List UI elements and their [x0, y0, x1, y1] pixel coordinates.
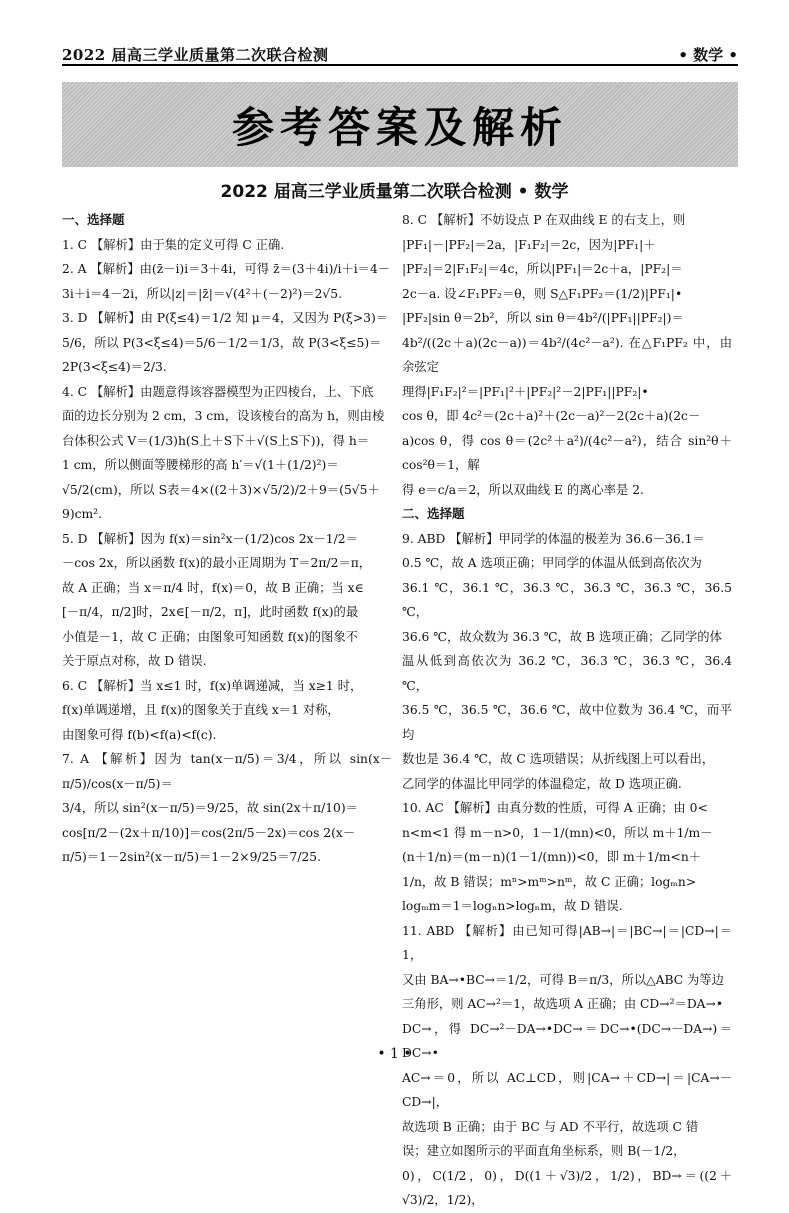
answer-line: |PF₂|＝2|F₁F₂|＝4c，所以|PF₁|＝2c＋a，|PF₂|＝ [402, 262, 683, 276]
answer-line: 36.1 ℃，36.1 ℃，36.3 ℃，36.3 ℃，36.3 ℃，36.5 ℃， [402, 580, 732, 619]
answer-line: (n＋1/n)＝(m－n)(1－1/(mn))<0，即 m＋1/m<n＋ [402, 850, 702, 864]
answer-line: 故 A 正确；当 x＝π/4 时，f(x)＝0，故 B 正确；当 x∈ [62, 580, 364, 595]
banner-title: 参考答案及解析 [231, 102, 568, 152]
answer-line: 2P(3<ξ≤4)＝2/3. [62, 360, 167, 374]
answer-line: 面的边长分别为 2 cm，3 cm，设该棱台的高为 h，则由棱 [62, 409, 385, 423]
answer-line: 1 cm，所以侧面等腰梯形的高 h′＝√(1＋(1/2)²)＝ [62, 458, 339, 472]
header-exam-title: 2022 届高三学业质量第二次联合检测 [62, 46, 329, 64]
running-header [62, 40, 738, 66]
answer-item [62, 747, 392, 870]
answer-item [402, 796, 732, 919]
answer-line: 36.5 ℃，36.5 ℃，36.6 ℃，故中位数为 36.4 ℃，而平均 [402, 703, 732, 742]
answer-line: n<m<1 得 m－n>0，1－1/(mn)<0，所以 m＋1/m－ [402, 825, 713, 840]
answer-line: 乙同学的体温比甲同学的体温稳定，故 D 选项正确. [402, 776, 682, 791]
answer-line: 小值是－1，故 C 正确；由图象可知函数 f(x)的图象不 [62, 629, 358, 644]
answer-line: 1. C 【解析】由于集的定义可得 C 正确. [62, 237, 285, 252]
answer-line: 误；建立如图所示的平面直角坐标系，则 B(－1/2， [402, 1144, 686, 1158]
answer-banner [62, 82, 738, 167]
answer-line: 三角形，则 AC→²＝1，故选项 A 正确；由 CD→²＝DA→• [402, 997, 724, 1011]
answer-line: 6. C 【解析】当 x≤1 时，f(x)单调递减，当 x≥1 时， [62, 678, 363, 693]
answer-line: 由图象可得 f(b)<f(a)<f(c). [62, 727, 217, 742]
answer-item [62, 527, 392, 674]
answer-line: 得 e＝c/a＝2，所以双曲线 E 的离心率是 2. [402, 482, 644, 497]
header-rule [62, 64, 738, 66]
answer-line: 故选项 B 正确；由于 BC 与 AD 不平行，故选项 C 错 [402, 1119, 699, 1134]
answer-line: 8. C 【解析】不妨设点 P 在双曲线 E 的右支上，则 [402, 213, 686, 227]
answer-line: 9)cm². [62, 507, 103, 521]
answer-line: 台体积公式 V＝(1/3)h(S上＋S下＋√(S上S下))，得 h＝ [62, 433, 370, 448]
section-heading: 二、选择题 [402, 506, 465, 521]
answer-line: 1/n，故 B 错误；mⁿ>mᵐ>nᵐ，故 C 正确；logₘn> [402, 874, 697, 889]
answer-line: AC→＝0，所以 AC⊥CD，则|CA→＋CD→|＝|CA→－CD→|， [402, 1070, 732, 1109]
section-heading: 一、选择题 [62, 212, 125, 227]
answer-line: 3. D 【解析】由 P(ξ≤4)＝1/2 知 μ＝4，又因为 P(ξ>3)＝ [62, 311, 389, 325]
answer-line: logₘm＝1＝logₙn>logₙm，故 D 错误. [402, 899, 623, 913]
answer-line: π/5)＝1－2sin²(x－π/5)＝1－2×9/25＝7/25. [62, 850, 322, 864]
answer-line: cos[π/2－(2x＋π/10)]＝cos(2π/5－2x)＝cos 2(x－ [62, 825, 356, 840]
answer-line: 4b²/((2c＋a)(2c－a))＝4b²/(4c²－a²). 在△F₁PF₂ 中，由余弦定 [402, 335, 732, 374]
answer-line: f(x)单调递增，且 f(x)的图象关于直线 x＝1 对称， [62, 703, 340, 717]
answer-line: [－π/4，π/2]时，2x∈[－π/2，π]，此时函数 f(x)的最 [62, 605, 359, 619]
answer-line: 理得|F₁F₂|²＝|PF₁|²＋|PF₂|²－2|PF₁||PF₂|• [402, 384, 649, 399]
answer-item [402, 919, 732, 1213]
answer-line: 又由 BA→•BC→＝1/2，可得 B＝π/3，所以△ABC 为等边 [402, 972, 724, 987]
answer-item [62, 674, 392, 748]
answer-line: √5/2(cm)，所以 S表＝4×((2＋3)×√5/2)/2＋9＝(5√5＋ [62, 482, 380, 497]
answer-line: 3i＋i＝4－2i，所以|z|＝|z̄|＝√(4²＋(－2)²)＝2√5. [62, 286, 342, 301]
answer-line: 7. A 【解析】因为 tan(x－π/5)＝3/4，所以 sin(x－π/5)/cos(x－π/5)＝ [62, 752, 392, 791]
answer-line: a)cos θ，得 cos θ＝(2c²＋a²)/(4c²－a²)，结合 sin²θ＋cos²θ＝1，解 [402, 433, 732, 472]
page-number: • 1 • [377, 1046, 412, 1062]
answer-line: |PF₁|－|PF₂|＝2a，|F₁F₂|＝2c，因为|PF₁|＋ [402, 237, 656, 252]
answer-line: 3/4，所以 sin²(x－π/5)＝9/25，故 sin(2x＋π/10)＝ [62, 801, 358, 815]
answer-line: 10. AC 【解析】由真分数的性质，可得 A 正确；由 0< [402, 801, 708, 815]
answer-item [62, 306, 392, 380]
answer-line: 0.5 ℃，故 A 选项正确；甲同学的体温从低到高依次为 [402, 556, 702, 570]
answer-line: 9. ABD 【解析】甲同学的体温的极差为 36.6－36.1＝ [402, 531, 705, 546]
answer-line: 2c－a. 设∠F₁PF₂＝θ，则 S△F₁PF₂＝(1/2)|PF₁|• [402, 286, 683, 301]
answer-line: 36.6 ℃，故众数为 36.3 ℃，故 B 选项正确；乙同学的体 [402, 629, 722, 644]
left-column [62, 208, 392, 870]
answer-line: 0)，C(1/2，0)，D((1＋√3)/2，1/2)，BD→＝((2＋√3)/2，1/2)， [402, 1168, 732, 1207]
answer-item [402, 208, 732, 502]
answer-line: DC→，得 DC→²－DA→•DC→＝DC→•(DC→－DA→)＝DC→• [402, 1021, 732, 1060]
answer-item [62, 257, 392, 306]
answer-item [402, 527, 732, 797]
answer-line: 5. D 【解析】因为 f(x)＝sin²x－(1/2)cos 2x－1/2＝ [62, 531, 358, 546]
answer-line: 数也是 36.4 ℃，故 C 选项错误；从折线图上可以看出， [402, 752, 715, 766]
answer-item [62, 233, 392, 258]
document-title: 2022 届高三学业质量第二次联合检测 • 数学 [220, 182, 569, 202]
answer-line: |PF₂|sin θ＝2b²，所以 sin θ＝4b²/(|PF₁||PF₂|)＝ [402, 311, 684, 325]
answer-line: 温从低到高依次为 36.2 ℃，36.3 ℃，36.3 ℃，36.4 ℃， [402, 654, 732, 693]
answer-line: cos θ，即 4c²＝(2c＋a)²＋(2c－a)²－2(2c＋a)(2c－ [402, 409, 701, 423]
answer-item [62, 380, 392, 527]
answer-line: 关于原点对称，故 D 错误. [62, 654, 207, 668]
answer-line: 5/6，所以 P(3<ξ≤4)＝5/6－1/2＝1/3，故 P(3<ξ≤5)＝ [62, 335, 382, 350]
header-subject: • 数学 • [678, 46, 738, 64]
answer-line: －cos 2x，所以函数 f(x)的最小正周期为 T＝2π/2＝π， [62, 556, 372, 570]
answer-line: 11. ABD 【解析】由已知可得|AB→|＝|BC→|＝|CD→|＝1， [402, 923, 732, 962]
answer-line: 2. A 【解析】由(z̄－i)i＝3＋4i，可得 z̄＝(3＋4i)/i＋i＝4－ [62, 262, 391, 276]
answer-line: 4. C 【解析】由题意得该容器模型为正四棱台，上、下底 [62, 384, 374, 399]
